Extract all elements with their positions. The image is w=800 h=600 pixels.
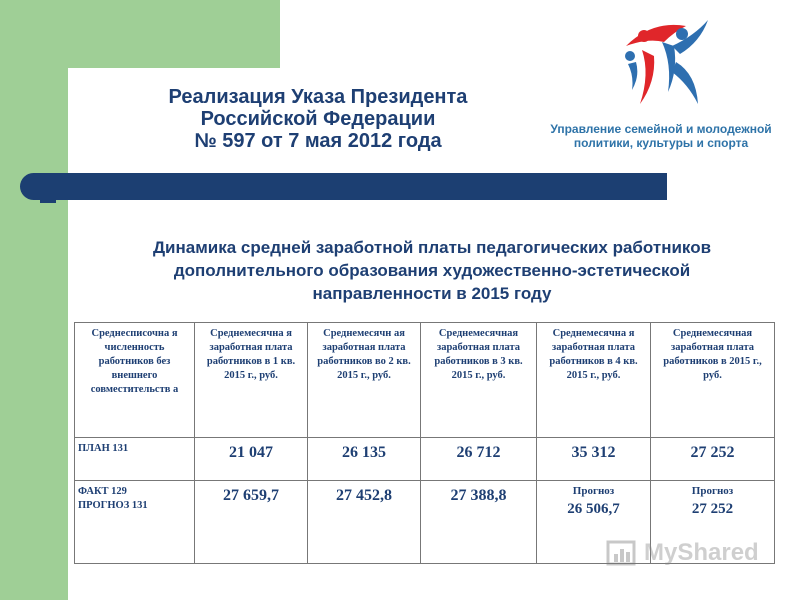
title-divider-bar <box>20 173 667 200</box>
plan-q4: 35 312 <box>537 438 651 481</box>
table-row-plan <box>75 438 775 481</box>
heading-line-1: Динамика средней заработной платы педагогических работников <box>152 238 712 257</box>
watermark <box>606 538 782 570</box>
heading-line-3: направленности в 2015 году <box>312 284 552 303</box>
plan-q2: 26 135 <box>308 438 421 481</box>
top-green-block <box>0 0 280 68</box>
header-year: Среднемесячная заработная плата работников в 2015 г., руб. <box>651 323 775 438</box>
fact-label <box>75 481 195 564</box>
header-q3: Среднемесячная заработная плата работников в 3 кв. 2015 г., руб. <box>421 323 537 438</box>
department-logo-icon <box>612 12 716 116</box>
title-line-2: Российской Федерации <box>200 108 436 130</box>
watermark-text: MyShared <box>644 539 759 566</box>
fact-q2: 27 452,8 <box>308 481 421 564</box>
fact-label-line-1: ФАКТ 129 <box>78 486 127 497</box>
department-line-2: политики, культуры и спорта <box>573 136 749 150</box>
salary-table <box>74 322 775 564</box>
header-q1: Среднемесячна я заработная плата работников в 1 кв. 2015 г., руб. <box>195 323 308 438</box>
plan-year: 27 252 <box>651 438 775 481</box>
left-green-strip <box>0 0 68 600</box>
forecast-label-year: Прогноз <box>691 485 734 497</box>
header-q4: Среднемесячна я заработная плата работников в 4 кв. 2015 г., руб. <box>537 323 651 438</box>
forecast-label-q4: Прогноз <box>572 485 615 497</box>
fact-q3: 27 388,8 <box>421 481 537 564</box>
slide-title <box>118 86 518 152</box>
department-name <box>530 122 792 150</box>
watermark-chart-icon <box>606 538 640 570</box>
divider-bar-notch <box>40 199 56 203</box>
fact-q1: 27 659,7 <box>195 481 308 564</box>
department-line-1: Управление семейной и молодежной <box>550 122 772 136</box>
title-line-3: № 597 от 7 мая 2012 года <box>194 130 442 152</box>
forecast-value-q4: 26 506,7 <box>567 501 620 517</box>
table-header-row <box>75 323 775 438</box>
header-q2: Среднемесячн ая заработная плата работников во 2 кв. 2015 г., руб. <box>308 323 421 438</box>
plan-q3: 26 712 <box>421 438 537 481</box>
title-line-1: Реализация Указа Президента <box>168 86 468 108</box>
plan-label: ПЛАН 131 <box>75 438 195 481</box>
forecast-value-year: 27 252 <box>691 501 734 517</box>
table-heading <box>82 236 782 305</box>
plan-q1: 21 047 <box>195 438 308 481</box>
heading-line-2: дополнительного образования художественно-эстетической <box>173 261 691 280</box>
header-headcount: Среднесписочна я численность работников без внешнего совместительств а <box>75 323 195 438</box>
fact-label-line-2: ПРОГНОЗ 131 <box>78 500 148 511</box>
